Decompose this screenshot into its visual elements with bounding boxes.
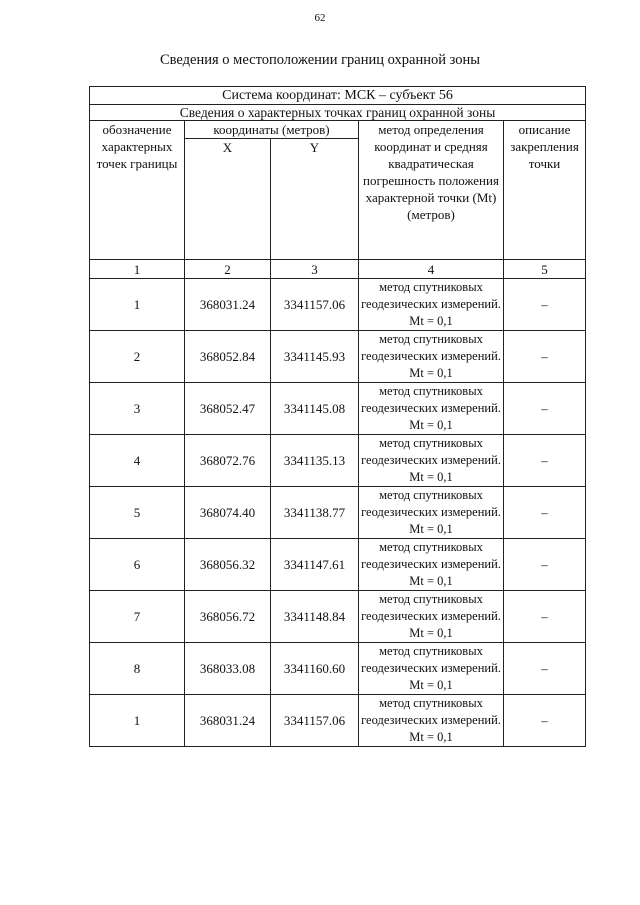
table-row	[90, 331, 586, 383]
coordinate-system-row: Система координат: МСК – субъект 56	[90, 87, 586, 105]
column-number: 5	[504, 260, 586, 279]
x-coordinate-cell: 368056.72	[185, 591, 271, 643]
fixing-description-cell: –	[504, 279, 586, 331]
x-coordinate-cell: 368074.40	[185, 487, 271, 539]
x-coordinate-cell: 368056.32	[185, 539, 271, 591]
column-number: 3	[271, 260, 359, 279]
y-coordinate-cell: 3341160.60	[271, 643, 359, 695]
fixing-description-cell: –	[504, 591, 586, 643]
header-x: X	[185, 139, 271, 260]
table-row	[90, 383, 586, 435]
column-number: 1	[90, 260, 185, 279]
method-cell: метод спутниковых геодезических измерений. Mt = 0,1	[359, 435, 504, 487]
y-coordinate-cell: 3341145.93	[271, 331, 359, 383]
y-coordinate-cell: 3341145.08	[271, 383, 359, 435]
x-coordinate-cell: 368033.08	[185, 643, 271, 695]
header-point-designation: обозначение характерных точек границы	[90, 121, 185, 260]
fixing-description-cell: –	[504, 435, 586, 487]
fixing-description-cell: –	[504, 539, 586, 591]
method-cell: метод спутниковых геодезических измерений. Mt = 0,1	[359, 695, 504, 747]
fixing-description-cell: –	[504, 487, 586, 539]
point-cell: 3	[90, 383, 185, 435]
point-cell: 4	[90, 435, 185, 487]
method-cell: метод спутниковых геодезических измерений. Mt = 0,1	[359, 331, 504, 383]
fixing-description-cell: –	[504, 383, 586, 435]
column-number: 4	[359, 260, 504, 279]
y-coordinate-cell: 3341138.77	[271, 487, 359, 539]
x-coordinate-cell: 368072.76	[185, 435, 271, 487]
method-cell: метод спутниковых геодезических измерений. Mt = 0,1	[359, 539, 504, 591]
x-coordinate-cell: 368052.84	[185, 331, 271, 383]
point-cell: 6	[90, 539, 185, 591]
table-row	[90, 695, 586, 747]
document-title: Сведения о местоположении границ охранной зоны	[159, 52, 480, 68]
header-y: Y	[271, 139, 359, 260]
fixing-description-cell: –	[504, 695, 586, 747]
table-row	[90, 591, 586, 643]
method-cell: метод спутниковых геодезических измерений. Mt = 0,1	[359, 591, 504, 643]
point-cell: 2	[90, 331, 185, 383]
method-cell: метод спутниковых геодезических измерений. Mt = 0,1	[359, 487, 504, 539]
method-cell: метод спутниковых геодезических измерений. Mt = 0,1	[359, 643, 504, 695]
point-cell: 1	[90, 279, 185, 331]
method-cell: метод спутниковых геодезических измерений. Mt = 0,1	[359, 383, 504, 435]
points-subtitle-row: Сведения о характерных точках границ охранной зоны	[90, 105, 586, 121]
table-row	[90, 435, 586, 487]
y-coordinate-cell: 3341147.61	[271, 539, 359, 591]
header-fixing-description: описание закрепления точки	[504, 121, 586, 260]
fixing-description-cell: –	[504, 643, 586, 695]
boundary-points-table	[89, 86, 586, 747]
x-coordinate-cell: 368031.24	[185, 279, 271, 331]
point-cell: 1	[90, 695, 185, 747]
point-cell: 7	[90, 591, 185, 643]
point-cell: 5	[90, 487, 185, 539]
page-number: 62	[314, 12, 326, 24]
table-row	[90, 539, 586, 591]
header-method: метод определения координат и средняя квадратическая погрешность положения характерной точки (Mt) (метров)	[359, 121, 504, 260]
fixing-description-cell: –	[504, 331, 586, 383]
x-coordinate-cell: 368031.24	[185, 695, 271, 747]
y-coordinate-cell: 3341157.06	[271, 695, 359, 747]
method-cell: метод спутниковых геодезических измерений. Mt = 0,1	[359, 279, 504, 331]
column-number: 2	[185, 260, 271, 279]
table-row	[90, 487, 586, 539]
y-coordinate-cell: 3341135.13	[271, 435, 359, 487]
x-coordinate-cell: 368052.47	[185, 383, 271, 435]
table-row	[90, 643, 586, 695]
header-coordinates: координаты (метров)	[185, 121, 359, 139]
y-coordinate-cell: 3341157.06	[271, 279, 359, 331]
table-row	[90, 279, 586, 331]
point-cell: 8	[90, 643, 185, 695]
y-coordinate-cell: 3341148.84	[271, 591, 359, 643]
